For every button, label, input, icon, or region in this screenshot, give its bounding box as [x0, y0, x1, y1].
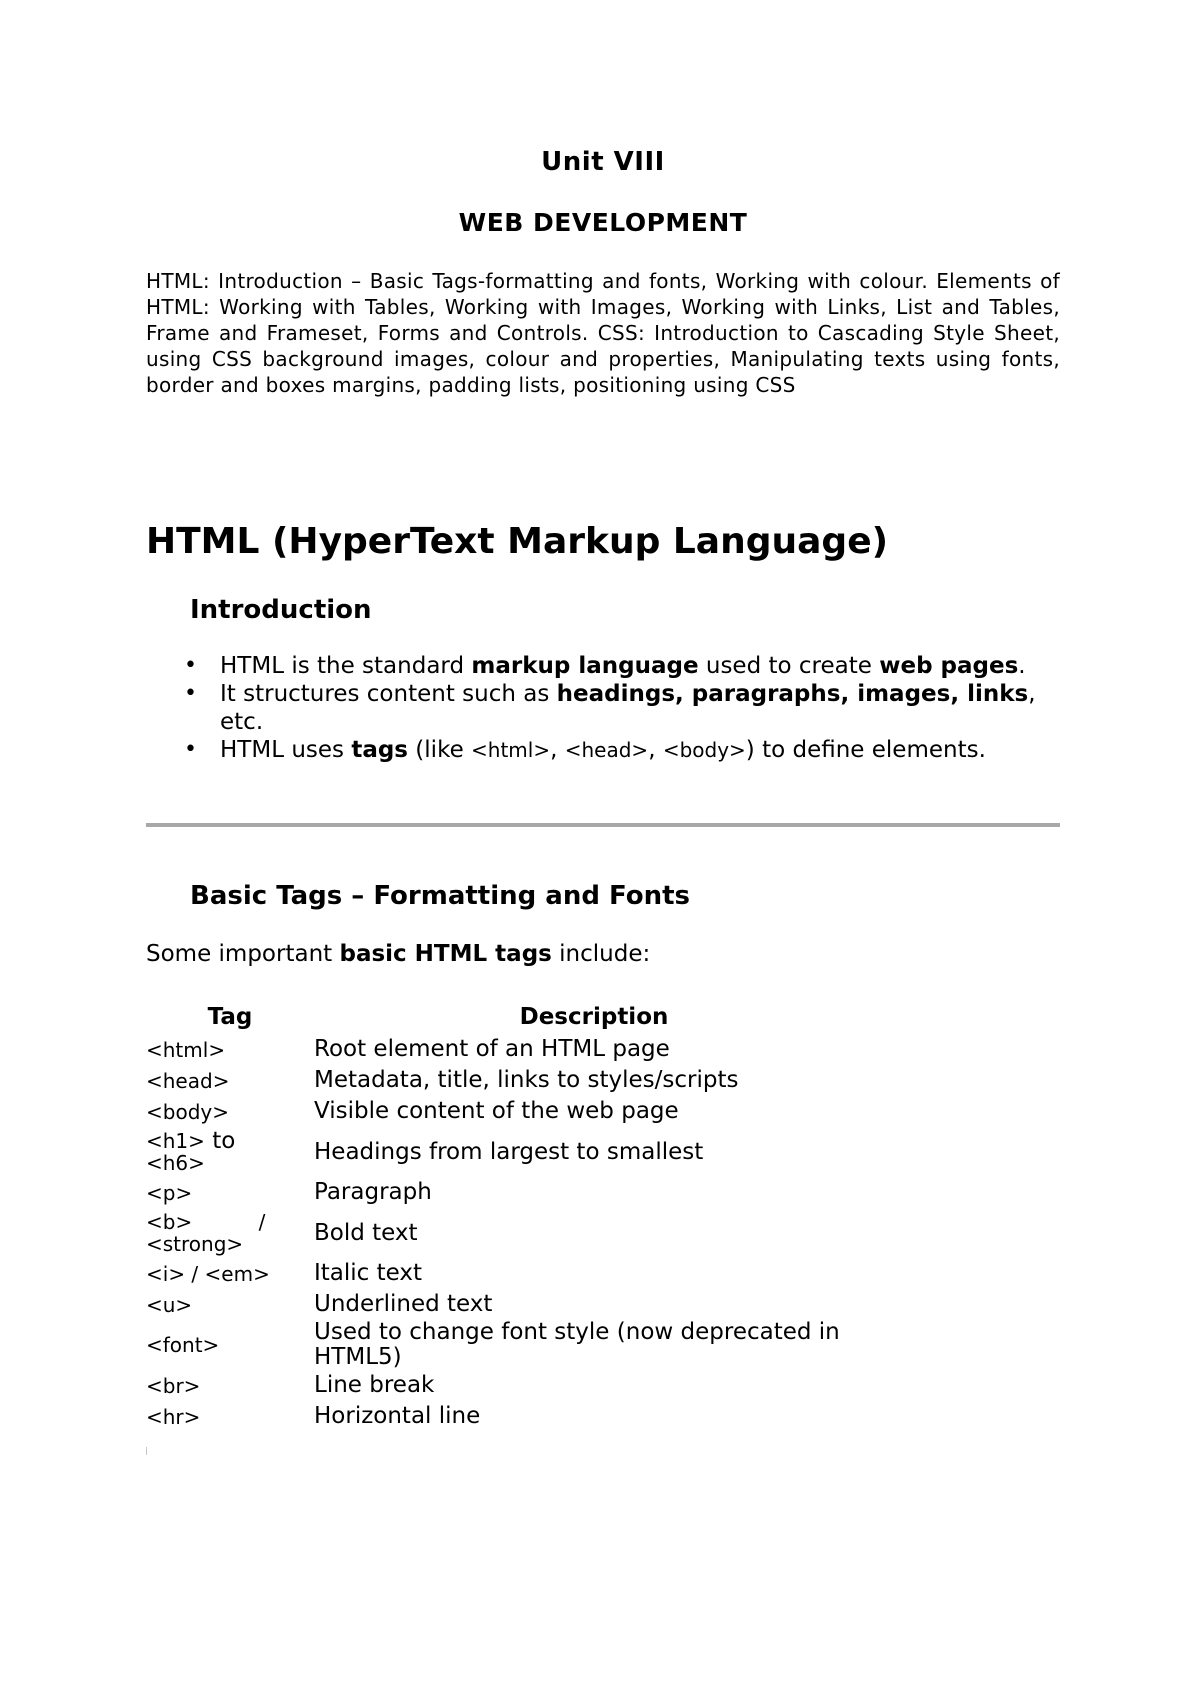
- description-cell: Used to change font style (now deprecated in HTML5): [314, 1319, 840, 1370]
- bullet-icon: •: [184, 737, 197, 762]
- tag-text: <h1>: [146, 1129, 205, 1153]
- tag-cell: <b> / <strong>: [146, 1210, 266, 1256]
- tag-cell: <body>: [146, 1099, 229, 1124]
- tag-cell: <hr>: [146, 1404, 201, 1429]
- description-cell: Bold text: [314, 1219, 418, 1246]
- unit-subtitle: WEB DEVELOPMENT: [458, 208, 748, 237]
- tag-cell: <font>: [146, 1333, 220, 1357]
- list-item: [146, 736, 1060, 764]
- table-row: [146, 1401, 874, 1432]
- column-header-description: Description: [519, 1004, 669, 1030]
- intro-text: Some important: [146, 941, 340, 967]
- intro-text: include:: [551, 941, 651, 967]
- table-row: [146, 1034, 874, 1065]
- description-cell: Italic text: [314, 1260, 423, 1286]
- table-header-row: [146, 1000, 874, 1034]
- table-row: [146, 1177, 874, 1208]
- bullet-text: HTML is the standard: [220, 653, 472, 679]
- tag-cell: <head>: [146, 1068, 230, 1093]
- intro-bullet-list: [146, 652, 1060, 764]
- introduction-heading: Introduction: [190, 595, 372, 625]
- tag-cell: <p>: [146, 1180, 193, 1205]
- syllabus-paragraph: HTML: Introduction – Basic Tags-formatting and fonts, Working with colour. Elements of HTML: Working with Tables, Working with Images, Working with Links, List and Tables, Frame and Frameset, Forms and Controls. CSS: Introduction to Cascading Style Sheet, using CSS background images, colour and properties, Manipulating texts using fonts, border and boxes margins, padding lists, positioning using CSS: [146, 269, 1060, 397]
- inline-tag: <html>: [471, 738, 551, 762]
- description-cell: Paragraph: [314, 1179, 432, 1205]
- inline-tag: <head>: [564, 738, 649, 762]
- table-row: [146, 1096, 874, 1127]
- tag-cell: <br>: [146, 1373, 201, 1398]
- bullet-text: It structures content such as: [220, 681, 557, 707]
- bullet-text: ,: [550, 737, 565, 763]
- basic-tags-heading: Basic Tags – Formatting and Fonts: [190, 881, 691, 911]
- bullet-bold-text: web pages: [879, 653, 1019, 679]
- table-row: [146, 1289, 874, 1320]
- tag-cell: <html>: [146, 1037, 226, 1062]
- table-row: [146, 1258, 874, 1289]
- description-cell: Visible content of the web page: [314, 1098, 679, 1124]
- bullet-text: used to create: [698, 653, 880, 679]
- bullet-text: .: [1018, 653, 1026, 679]
- tag-text: to: [204, 1128, 236, 1154]
- page-edge-mark: [146, 1447, 147, 1455]
- description-cell: Horizontal line: [314, 1403, 481, 1429]
- basic-tags-intro: [146, 939, 650, 969]
- section-heading: HTML (HyperText Markup Language): [146, 521, 889, 562]
- bullet-icon: •: [184, 681, 197, 706]
- description-cell: Metadata, title, links to styles/scripts: [314, 1067, 739, 1093]
- tag-cell: <i> / <em>: [146, 1261, 270, 1286]
- description-cell: Root element of an HTML page: [314, 1036, 670, 1062]
- bullet-text: (like: [408, 737, 472, 763]
- table-row: [146, 1065, 874, 1096]
- description-cell: Line break: [314, 1372, 435, 1398]
- table-row: [146, 1370, 874, 1401]
- bullet-text: ) to define elements.: [745, 737, 986, 763]
- description-cell: Underlined text: [314, 1291, 493, 1317]
- horizontal-divider: [146, 823, 1060, 827]
- tag-cell: <u>: [146, 1292, 193, 1317]
- bullet-bold-text: headings, paragraphs, images, links: [556, 681, 1029, 707]
- bullet-bold-text: markup language: [471, 653, 699, 679]
- unit-title: Unit VIII: [541, 147, 665, 177]
- list-item: [146, 652, 1060, 680]
- bullet-bold-text: tags: [351, 737, 408, 763]
- bullet-icon: •: [184, 653, 197, 678]
- inline-tag: <body>: [662, 738, 746, 762]
- list-item: [146, 680, 1060, 736]
- bullet-text: , etc.: [220, 681, 1036, 735]
- column-header-tag: Tag: [207, 1004, 253, 1030]
- tag-text: <h6>: [146, 1151, 205, 1175]
- tag-cell: [146, 1127, 314, 1177]
- table-row: [146, 1127, 874, 1177]
- table-row: [146, 1208, 874, 1258]
- table-row: [146, 1320, 874, 1370]
- description-cell: Headings from largest to smallest: [314, 1138, 704, 1165]
- bullet-text: ,: [648, 737, 663, 763]
- bullet-text: HTML uses: [220, 737, 352, 763]
- intro-bold-text: basic HTML tags: [339, 941, 552, 967]
- basic-tags-table: [146, 1000, 874, 1432]
